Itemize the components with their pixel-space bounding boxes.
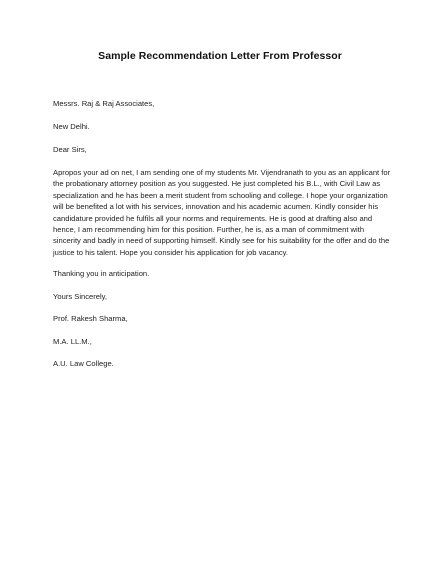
signer-college: A.U. Law College. <box>53 359 114 368</box>
recipient-line: Messrs. Raj & Raj Associates, <box>53 99 155 108</box>
city-line: New Delhi. <box>53 122 90 131</box>
paragraph-line: Apropos your ad on net, I am sending one of my students Mr. Vijendranath to you as an applicant for <box>53 168 391 177</box>
paragraph-line: sincerity and badly in need of supporting himself. Kindly see for his suitability for the offer and do the <box>53 236 390 246</box>
letter-title: Sample Recommendation Letter From Professor <box>98 50 342 62</box>
letter-body-paragraph <box>53 167 398 258</box>
signer-name: Prof. Rakesh Sharma, <box>53 314 128 323</box>
paragraph-line: hence, I am recommending him for this position. Further, he is, as a man of commitment with <box>53 225 365 235</box>
paragraph-line: candidature provided he fulfils all your norms and requirements. He is good at drafting also and <box>53 213 373 223</box>
signer-degree: M.A. LL.M., <box>53 337 92 346</box>
paragraph-line: specialization and he has been a merit student from schooling and college. I hope your organization <box>53 190 388 200</box>
paragraph-line: will be benefited a lot with his services, innovation and his academic acumen. Kindly consider his <box>53 202 379 212</box>
salutation: Dear Sirs, <box>53 145 87 154</box>
paragraph-line: justice to his talent. Hope you consider his application for job vacancy. <box>53 247 288 257</box>
closing-line: Yours Sincerely, <box>53 292 108 301</box>
paragraph-line: the probationary attorney position as you suggested. He just completed his B.L., with Civil Law as <box>53 179 381 189</box>
thanks-line: Thanking you in anticipation. <box>53 269 150 278</box>
